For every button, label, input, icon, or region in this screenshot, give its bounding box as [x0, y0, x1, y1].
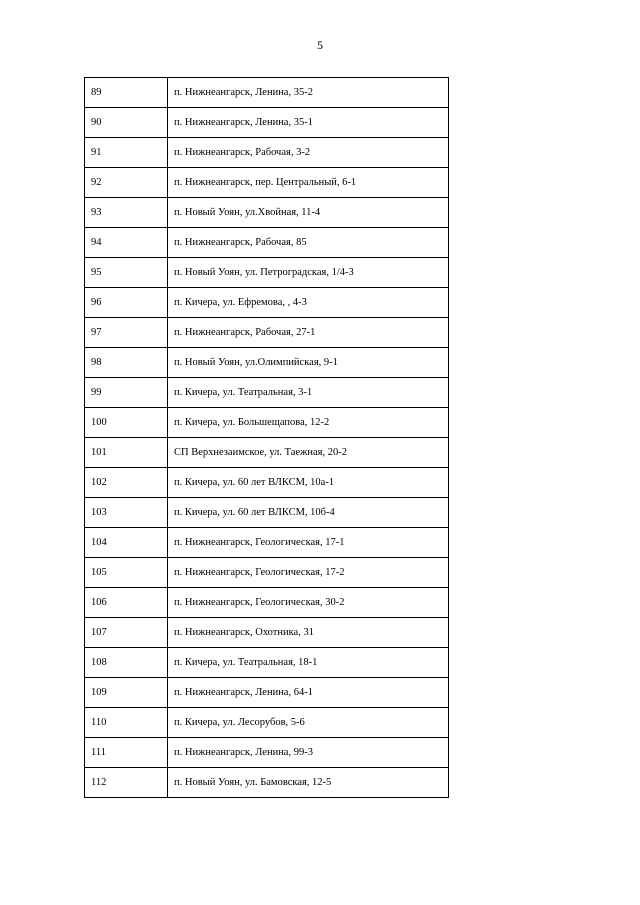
address-cell: п. Новый Уоян, ул. Бамовская, 12-5 — [168, 768, 449, 798]
row-number-cell: 110 — [85, 708, 168, 738]
row-number-cell: 102 — [85, 468, 168, 498]
row-number-cell: 95 — [85, 258, 168, 288]
address-cell: п. Новый Уоян, ул.Олимпийская, 9-1 — [168, 348, 449, 378]
address-cell: п. Кичера, ул. Большещапова, 12-2 — [168, 408, 449, 438]
address-cell: п. Нижнеангарск, пер. Центральный, 6-1 — [168, 168, 449, 198]
row-number-cell: 106 — [85, 588, 168, 618]
address-cell: п. Кичера, ул. 60 лет ВЛКСМ, 10а-1 — [168, 468, 449, 498]
table-row — [85, 648, 449, 678]
row-number-cell: 100 — [85, 408, 168, 438]
address-cell: п. Кичера, ул. Ефремова, , 4-3 — [168, 288, 449, 318]
table-row — [85, 438, 449, 468]
row-number-cell: 99 — [85, 378, 168, 408]
row-number-cell: 111 — [85, 738, 168, 768]
row-number-cell: 90 — [85, 108, 168, 138]
row-number-cell: 104 — [85, 528, 168, 558]
row-number-cell: 97 — [85, 318, 168, 348]
table-row — [85, 708, 449, 738]
row-number-cell: 103 — [85, 498, 168, 528]
row-number-cell: 98 — [85, 348, 168, 378]
table-row — [85, 588, 449, 618]
row-number-cell: 108 — [85, 648, 168, 678]
address-cell: п. Нижнеангарск, Ленина, 99-3 — [168, 738, 449, 768]
table-row — [85, 108, 449, 138]
table-row — [85, 198, 449, 228]
row-number-cell: 105 — [85, 558, 168, 588]
table-row — [85, 408, 449, 438]
table-row — [85, 258, 449, 288]
table-row — [85, 558, 449, 588]
address-cell: п. Нижнеангарск, Рабочая, 85 — [168, 228, 449, 258]
row-number-cell: 89 — [85, 78, 168, 108]
address-cell: п. Нижнеангарск, Геологическая, 17-2 — [168, 558, 449, 588]
address-cell: п. Кичера, ул. Лесорубов, 5-6 — [168, 708, 449, 738]
address-cell: п. Кичера, ул. Театральная, 18-1 — [168, 648, 449, 678]
address-table-body — [85, 78, 449, 798]
table-row — [85, 768, 449, 798]
address-cell: п. Новый Уоян, ул. Петроградская, 1/4-3 — [168, 258, 449, 288]
address-cell: п. Нижнеангарск, Ленина, 35-1 — [168, 108, 449, 138]
address-cell: п. Нижнеангарск, Рабочая, 27-1 — [168, 318, 449, 348]
row-number-cell: 91 — [85, 138, 168, 168]
address-cell: п. Нижнеангарск, Ленина, 64-1 — [168, 678, 449, 708]
row-number-cell: 93 — [85, 198, 168, 228]
table-row — [85, 318, 449, 348]
row-number-cell: 94 — [85, 228, 168, 258]
table-row — [85, 618, 449, 648]
address-cell: п. Нижнеангарск, Геологическая, 30-2 — [168, 588, 449, 618]
table-row — [85, 78, 449, 108]
table-row — [85, 348, 449, 378]
row-number-cell: 92 — [85, 168, 168, 198]
table-row — [85, 378, 449, 408]
row-number-cell: 107 — [85, 618, 168, 648]
table-row — [85, 738, 449, 768]
table-row — [85, 678, 449, 708]
address-cell: п. Кичера, ул. 60 лет ВЛКСМ, 10б-4 — [168, 498, 449, 528]
page-number: 5 — [317, 38, 323, 52]
address-cell: п. Нижнеангарск, Геологическая, 17-1 — [168, 528, 449, 558]
table-row — [85, 498, 449, 528]
row-number-cell: 109 — [85, 678, 168, 708]
table-row — [85, 528, 449, 558]
row-number-cell: 112 — [85, 768, 168, 798]
address-cell: п. Новый Уоян, ул.Хвойная, 11-4 — [168, 198, 449, 228]
address-cell: п. Нижнеангарск, Охотника, 31 — [168, 618, 449, 648]
row-number-cell: 96 — [85, 288, 168, 318]
table-row — [85, 288, 449, 318]
address-cell: СП Верхнезаимское, ул. Таежная, 20-2 — [168, 438, 449, 468]
table-row — [85, 168, 449, 198]
address-cell: п. Кичера, ул. Театральная, 3-1 — [168, 378, 449, 408]
address-table — [84, 77, 449, 798]
row-number-cell: 101 — [85, 438, 168, 468]
address-cell: п. Нижнеангарск, Ленина, 35-2 — [168, 78, 449, 108]
table-row — [85, 468, 449, 498]
table-row — [85, 138, 449, 168]
table-row — [85, 228, 449, 258]
address-cell: п. Нижнеангарск, Рабочая, 3-2 — [168, 138, 449, 168]
